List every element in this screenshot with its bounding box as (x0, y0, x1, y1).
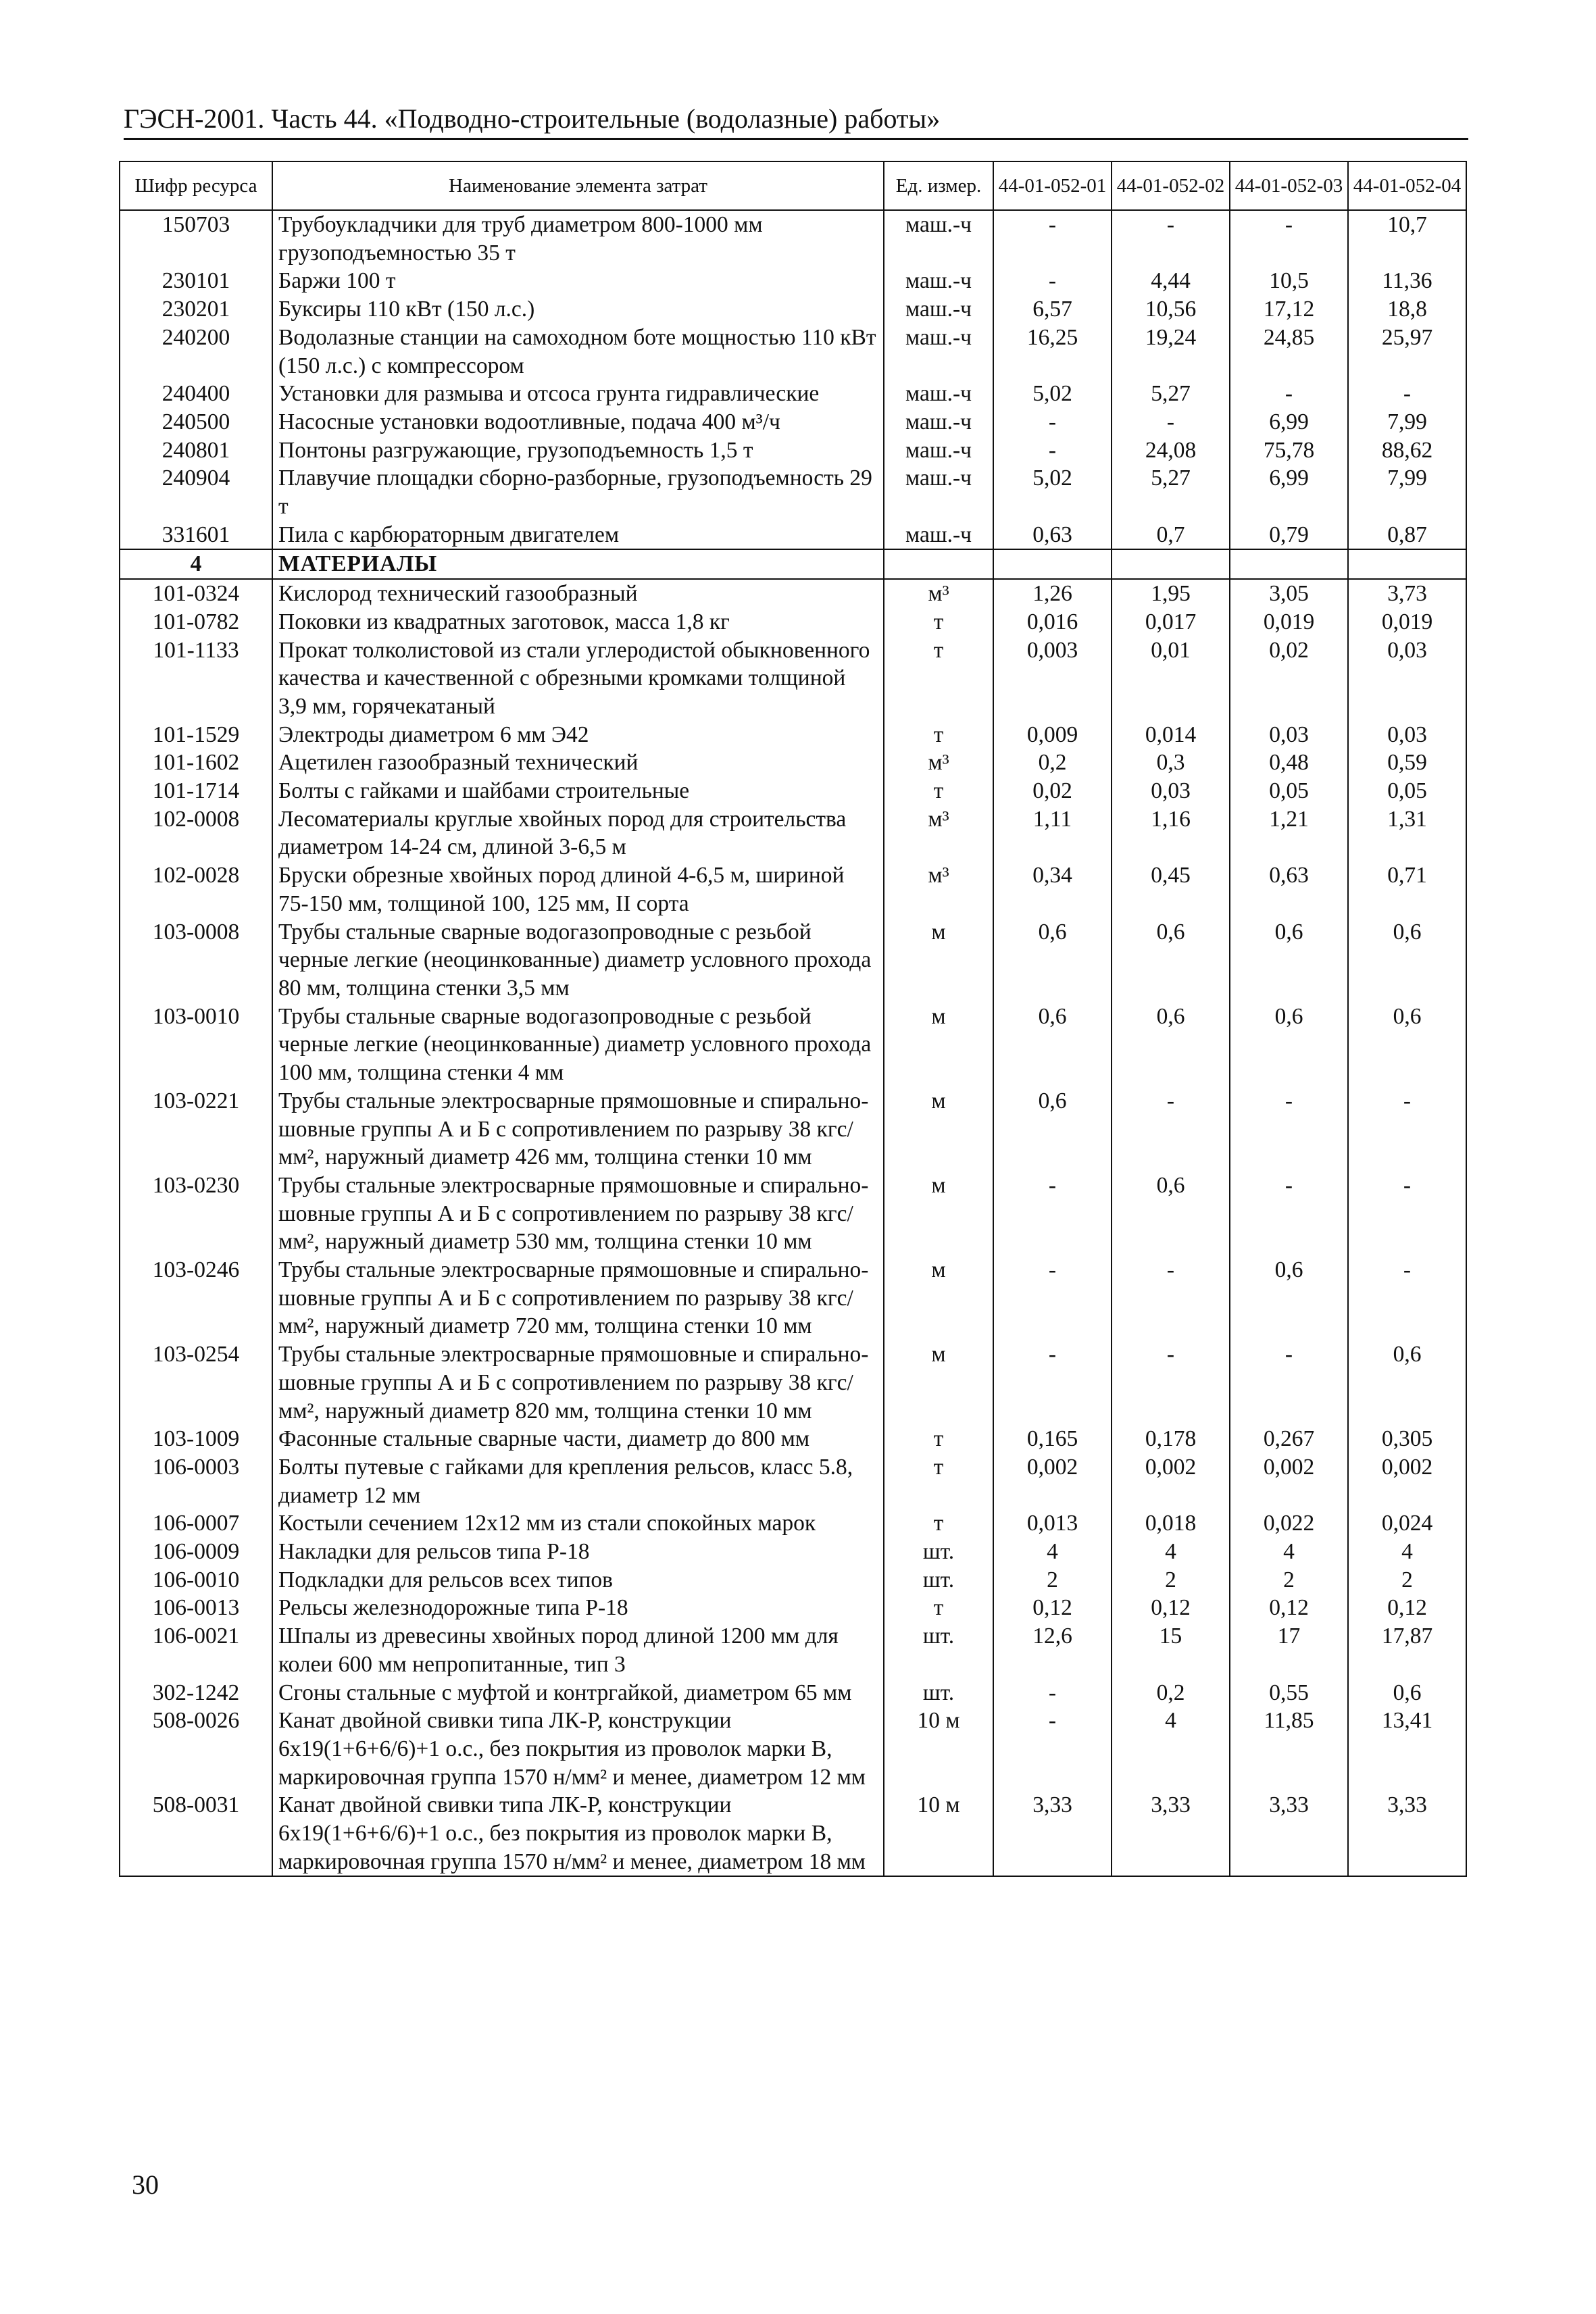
value-cell: - (1112, 1340, 1230, 1425)
value-cell: 1,95 (1112, 579, 1230, 608)
value-cell: 4 (1112, 1707, 1230, 1791)
value-cell: 0,6 (1230, 918, 1348, 1003)
value-cell: 10,7 (1348, 210, 1466, 267)
value-cell: 10,5 (1230, 267, 1348, 295)
table-row (120, 408, 1466, 436)
value-cell: 0,009 (993, 721, 1112, 749)
table-row (120, 436, 1466, 465)
value-cell: 17,87 (1348, 1622, 1466, 1678)
value-cell: 4 (1348, 1538, 1466, 1566)
value-cell: 3,33 (1348, 1791, 1466, 1876)
value-cell: 4,44 (1112, 267, 1230, 295)
value-cell: 0,6 (1348, 918, 1466, 1003)
value-cell: 11,36 (1348, 267, 1466, 295)
value-cell: - (993, 436, 1112, 465)
value-cell: 0,7 (1112, 521, 1230, 550)
resource-unit: маш.-ч (884, 436, 993, 465)
resource-code: 240400 (120, 380, 272, 408)
resource-unit: маш.-ч (884, 380, 993, 408)
resource-name: Понтоны разгружающие, грузоподъемность 1,5 т (272, 436, 884, 465)
value-cell: 17 (1230, 1622, 1348, 1678)
resource-code: 103-1009 (120, 1425, 272, 1453)
table-row (120, 608, 1466, 636)
value-cell: 0,267 (1230, 1425, 1348, 1453)
resource-unit: т (884, 1453, 993, 1509)
value-cell: 88,62 (1348, 436, 1466, 465)
resource-code: 106-0021 (120, 1622, 272, 1678)
value-cell: - (1112, 408, 1230, 436)
value-cell: 0,55 (1230, 1679, 1348, 1707)
value-cell: 0,12 (1112, 1594, 1230, 1622)
value-cell: 0,305 (1348, 1425, 1466, 1453)
table-row (120, 1453, 1466, 1509)
resource-code: 331601 (120, 521, 272, 550)
value-cell: 0,024 (1348, 1509, 1466, 1538)
value-cell: 16,25 (993, 324, 1112, 380)
value-cell: 0,03 (1348, 721, 1466, 749)
resource-unit: м (884, 918, 993, 1003)
resource-unit: шт. (884, 1538, 993, 1566)
resource-unit: шт. (884, 1679, 993, 1707)
resource-code: 101-1529 (120, 721, 272, 749)
value-cell: 0,45 (1112, 861, 1230, 917)
table-row (120, 1172, 1466, 1256)
value-cell: 3,33 (1230, 1791, 1348, 1876)
resource-unit: м (884, 1003, 993, 1087)
resource-code: 106-0007 (120, 1509, 272, 1538)
table-row (120, 1679, 1466, 1707)
value-cell: - (1112, 1256, 1230, 1340)
table-row (120, 579, 1466, 608)
resource-name: Трубоукладчики для труб диаметром 800-1000 мм грузоподъемностью 35 т (272, 210, 884, 267)
value-cell: 0,6 (993, 1087, 1112, 1172)
value-cell: - (993, 210, 1112, 267)
resource-unit: т (884, 1594, 993, 1622)
resource-unit: м³ (884, 805, 993, 861)
resource-name: Фасонные стальные сварные части, диаметр до 800 мм (272, 1425, 884, 1453)
value-cell: 5,27 (1112, 464, 1230, 520)
value-cell: 0,6 (1112, 1003, 1230, 1087)
table-row (120, 1538, 1466, 1566)
value-cell: 7,99 (1348, 408, 1466, 436)
value-cell: 0,02 (993, 777, 1112, 805)
value-cell: 15 (1112, 1622, 1230, 1678)
resource-name: Трубы стальные электросварные прямошовные и спирально-шовные группы А и Б с сопротивлением по разрыву 38 кгс/мм², наружный диаметр 426 мм, толщина стенки 10 мм (272, 1087, 884, 1172)
value-cell: - (1348, 1087, 1466, 1172)
resource-unit: т (884, 636, 993, 721)
value-cell: - (1230, 1340, 1348, 1425)
value-cell: 5,27 (1112, 380, 1230, 408)
header-col-4: 44-01-052-04 (1348, 161, 1466, 210)
resource-name: Трубы стальные электросварные прямошовные и спирально-шовные группы А и Б с сопротивлением по разрыву 38 кгс/мм², наружный диаметр 720 мм, толщина стенки 10 мм (272, 1256, 884, 1340)
value-cell: 0,2 (1112, 1679, 1230, 1707)
value-cell: - (1230, 380, 1348, 408)
value-cell: 0,03 (1230, 721, 1348, 749)
value-cell: 0,01 (1112, 636, 1230, 721)
resource-name: Шпалы из древесины хвойных пород длиной 1200 мм для колеи 600 мм непропитанные, тип 3 (272, 1622, 884, 1678)
value-cell: 1,21 (1230, 805, 1348, 861)
value-cell: 0,017 (1112, 608, 1230, 636)
resource-unit: т (884, 1509, 993, 1538)
value-cell: 0,12 (993, 1594, 1112, 1622)
resource-unit: т (884, 721, 993, 749)
value-cell: - (1230, 210, 1348, 267)
resource-code: 106-0010 (120, 1566, 272, 1594)
value-cell: 0,71 (1348, 861, 1466, 917)
resource-unit: м (884, 1172, 993, 1256)
value-cell: 0,6 (993, 918, 1112, 1003)
resource-code: 230201 (120, 295, 272, 324)
resource-code: 103-0246 (120, 1256, 272, 1340)
resource-code: 106-0009 (120, 1538, 272, 1566)
value-cell: 12,6 (993, 1622, 1112, 1678)
value-cell: 0,013 (993, 1509, 1112, 1538)
resource-code: 230101 (120, 267, 272, 295)
value-cell: 75,78 (1230, 436, 1348, 465)
table-row (120, 380, 1466, 408)
header-code: Шифр ресурса (120, 161, 272, 210)
value-cell: 0,34 (993, 861, 1112, 917)
resource-code: 101-0324 (120, 579, 272, 608)
table-row (120, 777, 1466, 805)
value-cell: 10,56 (1112, 295, 1230, 324)
value-cell: - (993, 1679, 1112, 1707)
value-cell: 3,33 (1112, 1791, 1230, 1876)
resource-name: Трубы стальные электросварные прямошовные и спирально-шовные группы А и Б с сопротивлением по разрыву 38 кгс/мм², наружный диаметр 820 мм, толщина стенки 10 мм (272, 1340, 884, 1425)
value-cell: 0,6 (1112, 1172, 1230, 1256)
table-row (120, 1509, 1466, 1538)
resource-unit: м³ (884, 579, 993, 608)
value-cell: 0,05 (1348, 777, 1466, 805)
resource-name: Водолазные станции на самоходном боте мощностью 110 кВт (150 л.с.) с компрессором (272, 324, 884, 380)
table-row (120, 1340, 1466, 1425)
resource-code: 102-0008 (120, 805, 272, 861)
value-cell: 11,85 (1230, 1707, 1348, 1791)
resource-name: Пила с карбюраторным двигателем (272, 521, 884, 550)
value-cell: 19,24 (1112, 324, 1230, 380)
header-name: Наименование элемента затрат (272, 161, 884, 210)
table-row (120, 521, 1466, 550)
table-row (120, 749, 1466, 777)
value-cell: - (993, 1707, 1112, 1791)
section-title: МАТЕРИАЛЫ (272, 549, 884, 579)
resource-code: 102-0028 (120, 861, 272, 917)
table-row (120, 1791, 1466, 1876)
resource-unit: маш.-ч (884, 267, 993, 295)
table-row (120, 267, 1466, 295)
value-cell: - (1230, 1172, 1348, 1256)
page-number: 30 (132, 2169, 159, 2200)
value-cell: - (1230, 1087, 1348, 1172)
section-row (120, 549, 1466, 579)
table-row (120, 918, 1466, 1003)
value-cell: 0,165 (993, 1425, 1112, 1453)
value-cell: 0,12 (1230, 1594, 1348, 1622)
value-cell: 13,41 (1348, 1707, 1466, 1791)
table-row (120, 210, 1466, 267)
value-cell: 3,73 (1348, 579, 1466, 608)
resource-code: 103-0230 (120, 1172, 272, 1256)
resource-name: Канат двойной свивки типа ЛК-Р, конструкции 6х19(1+6+6/6)+1 о.с., без покрытия из проволок марки В, маркировочная группа 1570 н/мм² и менее, диаметром 12 мм (272, 1707, 884, 1791)
resource-name: Прокат толколистовой из стали углеродистой обыкновенного качества и качественной с обрезными кромками толщиной 3,9 мм, горячекатаный (272, 636, 884, 721)
resource-name: Трубы стальные сварные водогазопроводные с резьбой черные легкие (неоцинкованные) диаметр условного прохода 80 мм, толщина стенки 3,5 мм (272, 918, 884, 1003)
resource-unit: 10 м (884, 1707, 993, 1791)
value-cell: 4 (1230, 1538, 1348, 1566)
value-cell: 1,31 (1348, 805, 1466, 861)
resource-unit: м (884, 1087, 993, 1172)
value-cell: 0,3 (1112, 749, 1230, 777)
value-cell: 0,002 (993, 1453, 1112, 1509)
resource-unit: шт. (884, 1566, 993, 1594)
resource-unit: т (884, 1425, 993, 1453)
resource-unit: маш.-ч (884, 408, 993, 436)
value-cell: - (1112, 210, 1230, 267)
value-cell: 4 (1112, 1538, 1230, 1566)
value-cell: 0,014 (1112, 721, 1230, 749)
value-cell: 1,26 (993, 579, 1112, 608)
resource-code: 103-0008 (120, 918, 272, 1003)
resource-unit: 10 м (884, 1791, 993, 1876)
resource-code: 240904 (120, 464, 272, 520)
value-cell: 3,05 (1230, 579, 1348, 608)
resource-unit: м (884, 1340, 993, 1425)
table-row (120, 805, 1466, 861)
value-cell: 0,6 (1230, 1003, 1348, 1087)
table-row (120, 1594, 1466, 1622)
table-row (120, 1425, 1466, 1453)
value-cell: 2 (1112, 1566, 1230, 1594)
header-col-3: 44-01-052-03 (1230, 161, 1348, 210)
resource-name: Лесоматериалы круглые хвойных пород для строительства диаметром 14-24 см, длиной 3-6,5 м (272, 805, 884, 861)
value-cell: 6,99 (1230, 408, 1348, 436)
resource-unit: м³ (884, 861, 993, 917)
value-cell: 0,02 (1230, 636, 1348, 721)
resource-code: 240500 (120, 408, 272, 436)
value-cell: 0,12 (1348, 1594, 1466, 1622)
value-cell: 0,03 (1112, 777, 1230, 805)
value-cell: 0,6 (1348, 1340, 1466, 1425)
resource-code: 508-0026 (120, 1707, 272, 1791)
resource-name: Трубы стальные электросварные прямошовные и спирально-шовные группы А и Б с сопротивлением по разрыву 38 кгс/мм², наружный диаметр 530 мм, толщина стенки 10 мм (272, 1172, 884, 1256)
value-cell: - (1348, 1256, 1466, 1340)
value-cell: 0,003 (993, 636, 1112, 721)
resource-name: Буксиры 110 кВт (150 л.с.) (272, 295, 884, 324)
resource-name: Сгоны стальные с муфтой и контргайкой, диаметром 65 мм (272, 1679, 884, 1707)
table-row (120, 464, 1466, 520)
resource-code: 508-0031 (120, 1791, 272, 1876)
resource-name: Накладки для рельсов типа Р-18 (272, 1538, 884, 1566)
resource-unit: м (884, 1256, 993, 1340)
resource-name: Костыли сечением 12х12 мм из стали спокойных марок (272, 1509, 884, 1538)
resource-name: Плавучие площадки сборно-разборные, грузоподъемность 29 т (272, 464, 884, 520)
document-title: ГЭСН-2001. Часть 44. «Подводно-строительные (водолазные) работы» (124, 103, 941, 134)
machines-group (120, 210, 1466, 549)
materials-group (120, 579, 1466, 1876)
table-row (120, 1087, 1466, 1172)
resource-code: 101-1714 (120, 777, 272, 805)
resource-unit: т (884, 608, 993, 636)
resource-unit: маш.-ч (884, 324, 993, 380)
table-row (120, 636, 1466, 721)
table-row (120, 1707, 1466, 1791)
value-cell: - (993, 1340, 1112, 1425)
value-cell: - (993, 408, 1112, 436)
resource-name: Баржи 100 т (272, 267, 884, 295)
resource-name: Болты с гайками и шайбами строительные (272, 777, 884, 805)
value-cell: 18,8 (1348, 295, 1466, 324)
value-cell: 0,016 (993, 608, 1112, 636)
table-row (120, 861, 1466, 917)
resource-unit: шт. (884, 1622, 993, 1678)
table-row (120, 1566, 1466, 1594)
resource-name: Бруски обрезные хвойных пород длиной 4-6,5 м, шириной 75-150 мм, толщиной 100, 125 мм, II сорта (272, 861, 884, 917)
resource-code: 103-0254 (120, 1340, 272, 1425)
header-unit: Ед. измер. (884, 161, 993, 210)
value-cell: 0,87 (1348, 521, 1466, 550)
page-header (124, 101, 1468, 140)
value-cell: 7,99 (1348, 464, 1466, 520)
table-row (120, 721, 1466, 749)
resource-code: 240801 (120, 436, 272, 465)
resource-unit: м³ (884, 749, 993, 777)
value-cell: 0,59 (1348, 749, 1466, 777)
resource-unit: маш.-ч (884, 295, 993, 324)
value-cell: 0,002 (1348, 1453, 1466, 1509)
header-col-1: 44-01-052-01 (993, 161, 1112, 210)
table-header-row (120, 161, 1466, 210)
resource-code: 101-0782 (120, 608, 272, 636)
resource-code: 101-1602 (120, 749, 272, 777)
resource-name: Подкладки для рельсов всех типов (272, 1566, 884, 1594)
value-cell: 2 (1230, 1566, 1348, 1594)
resource-name: Болты путевые с гайками для крепления рельсов, класс 5.8, диаметр 12 мм (272, 1453, 884, 1509)
resource-code: 106-0003 (120, 1453, 272, 1509)
value-cell: 0,03 (1348, 636, 1466, 721)
section-code: 4 (120, 549, 272, 579)
resource-code: 302-1242 (120, 1679, 272, 1707)
value-cell: 0,022 (1230, 1509, 1348, 1538)
value-cell: 6,57 (993, 295, 1112, 324)
table-row (120, 1003, 1466, 1087)
resource-name: Рельсы железнодорожные типа Р-18 (272, 1594, 884, 1622)
value-cell: 0,178 (1112, 1425, 1230, 1453)
table-row (120, 295, 1466, 324)
value-cell: 0,018 (1112, 1509, 1230, 1538)
value-cell: 17,12 (1230, 295, 1348, 324)
value-cell: 0,05 (1230, 777, 1348, 805)
table-row (120, 1256, 1466, 1340)
resource-name: Ацетилен газообразный технический (272, 749, 884, 777)
resource-code: 103-0010 (120, 1003, 272, 1087)
resource-code: 103-0221 (120, 1087, 272, 1172)
resource-table (119, 161, 1467, 1877)
resource-name: Насосные установки водоотливные, подача 400 м³/ч (272, 408, 884, 436)
value-cell: 2 (993, 1566, 1112, 1594)
value-cell: 0,002 (1230, 1453, 1348, 1509)
value-cell: 0,2 (993, 749, 1112, 777)
value-cell: 0,019 (1230, 608, 1348, 636)
resource-name: Установки для размыва и отсоса грунта гидравлические (272, 380, 884, 408)
value-cell: 24,85 (1230, 324, 1348, 380)
value-cell: 2 (1348, 1566, 1466, 1594)
value-cell: 3,33 (993, 1791, 1112, 1876)
value-cell: 5,02 (993, 464, 1112, 520)
resource-name: Кислород технический газообразный (272, 579, 884, 608)
resource-name: Трубы стальные сварные водогазопроводные с резьбой черные легкие (неоцинкованные) диаметр условного прохода 100 мм, толщина стенки 4 мм (272, 1003, 884, 1087)
value-cell: 0,6 (1348, 1003, 1466, 1087)
resource-code: 106-0013 (120, 1594, 272, 1622)
value-cell: - (993, 1256, 1112, 1340)
value-cell: 0,63 (993, 521, 1112, 550)
value-cell: 0,019 (1348, 608, 1466, 636)
value-cell: 0,6 (1230, 1256, 1348, 1340)
value-cell: 0,79 (1230, 521, 1348, 550)
value-cell: - (1348, 380, 1466, 408)
value-cell: - (1112, 1087, 1230, 1172)
resource-code: 240200 (120, 324, 272, 380)
value-cell: - (1348, 1172, 1466, 1256)
value-cell: 0,48 (1230, 749, 1348, 777)
value-cell: 1,16 (1112, 805, 1230, 861)
value-cell: - (993, 1172, 1112, 1256)
value-cell: 5,02 (993, 380, 1112, 408)
table-row (120, 324, 1466, 380)
value-cell: 1,11 (993, 805, 1112, 861)
value-cell: 24,08 (1112, 436, 1230, 465)
resource-code: 101-1133 (120, 636, 272, 721)
resource-name: Поковки из квадратных заготовок, масса 1,8 кг (272, 608, 884, 636)
value-cell: 4 (993, 1538, 1112, 1566)
resource-unit: маш.-ч (884, 521, 993, 550)
value-cell: 0,002 (1112, 1453, 1230, 1509)
resource-name: Канат двойной свивки типа ЛК-Р, конструкции 6х19(1+6+6/6)+1 о.с., без покрытия из проволок марки В, маркировочная группа 1570 н/мм² и менее, диаметром 18 мм (272, 1791, 884, 1876)
value-cell: 25,97 (1348, 324, 1466, 380)
header-col-2: 44-01-052-02 (1112, 161, 1230, 210)
materials-section (120, 549, 1466, 579)
value-cell: 0,6 (1348, 1679, 1466, 1707)
value-cell: 0,6 (993, 1003, 1112, 1087)
value-cell: 0,63 (1230, 861, 1348, 917)
value-cell: - (993, 267, 1112, 295)
resource-unit: маш.-ч (884, 464, 993, 520)
resource-unit: маш.-ч (884, 210, 993, 267)
value-cell: 0,6 (1112, 918, 1230, 1003)
resource-name: Электроды диаметром 6 мм Э42 (272, 721, 884, 749)
resource-unit: т (884, 777, 993, 805)
value-cell: 6,99 (1230, 464, 1348, 520)
resource-code: 150703 (120, 210, 272, 267)
table-row (120, 1622, 1466, 1678)
